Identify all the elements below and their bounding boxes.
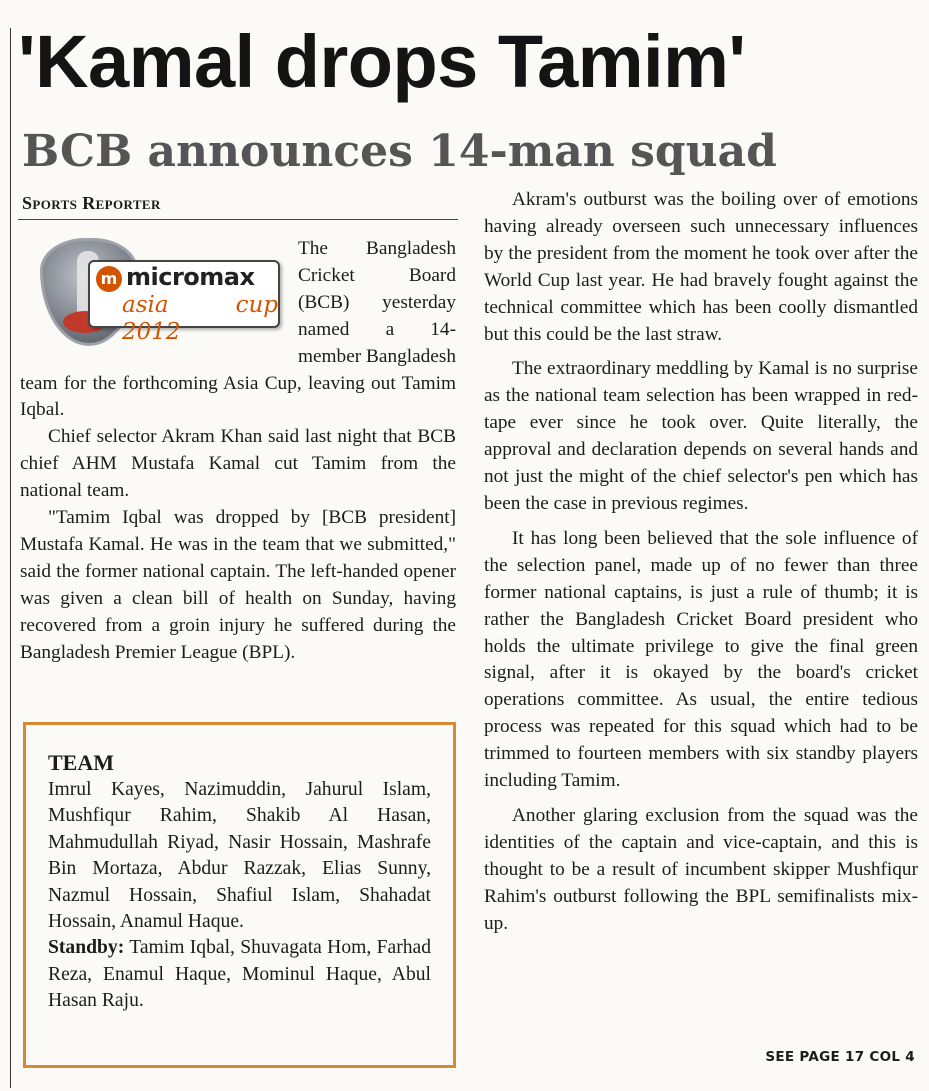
paragraph: Another glaring exclusion from the squad was the identities of the captain and vice-captain, and this is thought to be a result of incumbent skipper Mushfiqur Rahim's outburst following the BPL semifinalists mix-up.: [484, 804, 918, 934]
sponsor-badge: [88, 260, 280, 345]
continuation-note: SEE PAGE 17 COL 4: [765, 1049, 915, 1065]
paragraph: Chief selector Akram Khan said last night that BCB chief AHM Mustafa Kamal cut Tamim from the national team.: [20, 426, 456, 502]
column-rule: [10, 28, 11, 1088]
byline: Sports Reporter: [22, 193, 161, 213]
paragraph: Akram's outburst was the boiling over of emotions having already overseen such unnecessary influences by the president from the moment he took over after the World Cup last year. He had bravely fought against the technical committee which has been coolly dismantled but this could be the last straw.: [484, 189, 918, 345]
paragraph: The Bangladesh Cricket Board (BCB) yesterday named a 14-member Bangladesh team for the forthcoming Asia Cup, leaving out Tamim Iqbal.: [20, 238, 456, 421]
standby-list: Tamim Iqbal, Shuvagata Hom, Farhad Reza, Enamul Haque, Mominul Haque, Abul Hasan Raju.: [48, 937, 432, 1012]
micromax-m-icon: m: [96, 266, 122, 292]
subheadline: BCB announces 14-man squad: [22, 126, 777, 177]
paragraph: "Tamim Iqbal was dropped by [BCB president] Mustafa Kamal. He was in the team that we submitted," said the former national captain. The left-handed opener was given a clean bill of health on Sunday, having recovered from a groin injury he suffered during the Bangladesh Premier League (BPL).: [20, 507, 456, 663]
byline-divider: [18, 219, 458, 220]
asia-cup-logo: [16, 236, 280, 351]
sponsor-name: micromax: [126, 263, 255, 291]
event-name: asia cup 2012: [122, 292, 278, 345]
paragraph: The extraordinary meddling by Kamal is no surprise as the national team selection has been wrapped in red-tape ever since he took over. Quite literally, the approval and declaration depends on several hands and not just the might of the chief selector's pen which has been the case in previous regimes.: [484, 358, 918, 514]
standby-label: Standby:: [48, 937, 125, 959]
team-box-title: TEAM: [48, 750, 114, 775]
headline: 'Kamal drops Tamim': [18, 20, 746, 103]
team-box: [23, 722, 456, 1068]
article-column-1: [20, 236, 456, 667]
article-column-2: [484, 187, 918, 937]
team-players-list: Imrul Kayes, Nazimuddin, Jahurul Islam, Mushfiqur Rahim, Shakib Al Hasan, Mahmudullah Riyad, Nasir Hossain, Mashrafe Bin Mortaza, Abdur Razzak, Elias Sunny, Nazmul Hossain, Shafiul Islam, Shahadat Hossain, Anamul Haque.: [48, 779, 431, 933]
standby-players: [48, 935, 431, 1014]
paragraph: It has long been believed that the sole influence of the selection panel, made up of no fewer than three former national captains, is just a rule of thumb; it is rather the Bangladesh Cricket Board president who holds the ultimate privilege to give the final green signal, after it is okayed by the board's cricket operations committee. As usual, the entire tedious process was repeated for this squad which had to be trimmed to fourteen members with six standby players including Tamim.: [484, 527, 918, 792]
